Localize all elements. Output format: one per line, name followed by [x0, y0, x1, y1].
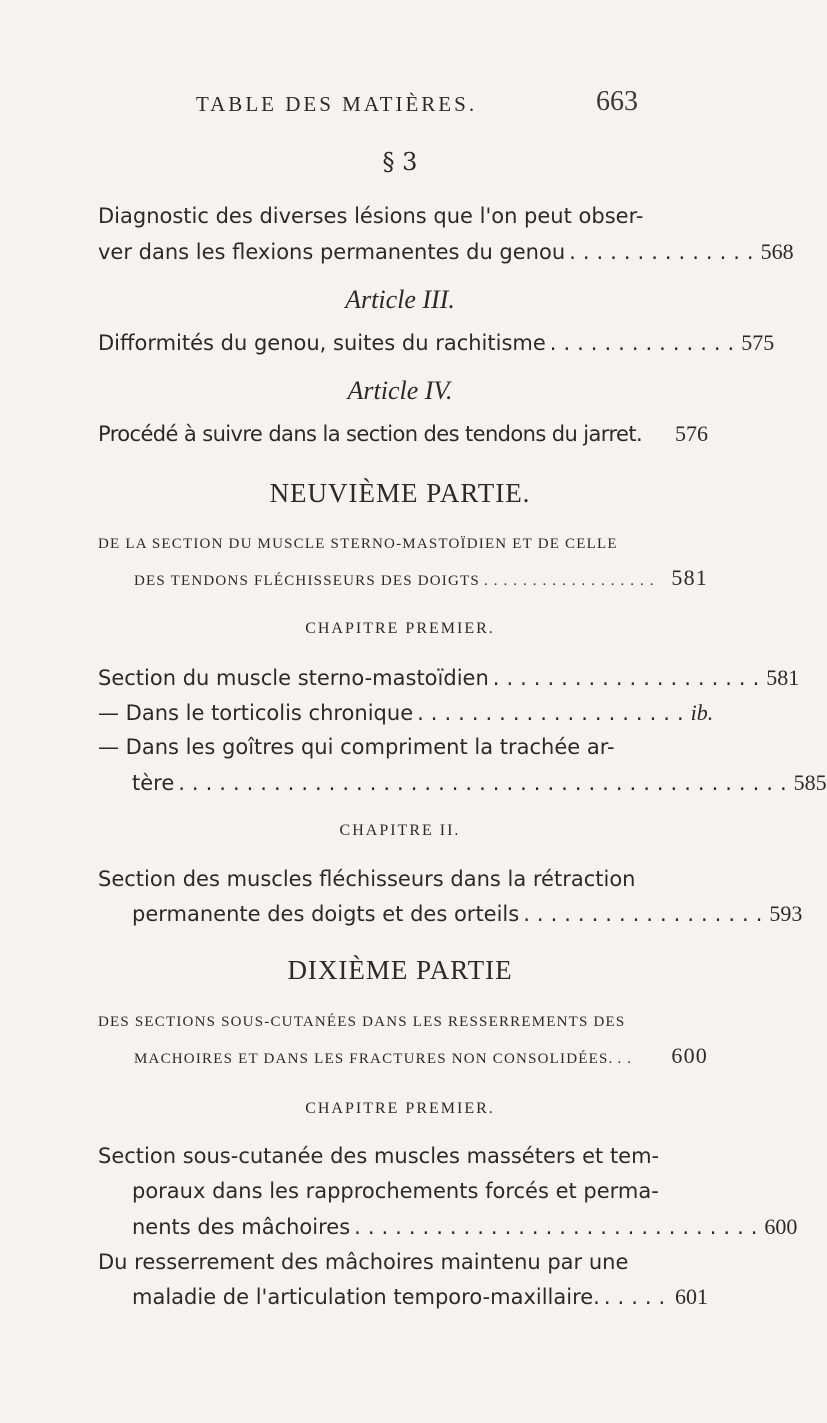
entry-line-3: nents des mâchoires .............................. 600: [132, 1211, 708, 1243]
entry-line-1: — Dans les goîtres qui compriment la trachée ar-: [98, 735, 615, 759]
chapter-heading: CHAPITRE PREMIER.: [305, 620, 495, 637]
section-mark: § 3: [382, 148, 418, 176]
page-number: 663: [596, 86, 638, 117]
entry-line: Difformités du genou, suites du rachitisme .............. 575: [98, 327, 708, 359]
page-ref: ib.: [690, 700, 714, 725]
page-ref: 593: [769, 901, 803, 926]
article-heading: Article IV.: [347, 376, 453, 405]
entry-line: Section du muscle sterno-mastoïdien .................... 581: [98, 662, 708, 694]
chapter-heading: CHAPITRE PREMIER.: [305, 1100, 495, 1117]
page-ref: 585: [793, 770, 827, 795]
leader-dots: ....................: [417, 701, 691, 725]
page-ref: 576: [675, 421, 708, 446]
entry-line-1: DE LA SECTION DU MUSCLE STERNO-MASTOÏDIEN ET DE CELLE: [98, 536, 618, 552]
page-ref: 601: [675, 1284, 708, 1309]
entry-line-2: poraux dans les rapprochements forcés et perma-: [132, 1179, 659, 1203]
leader-dots: ..................: [523, 902, 770, 926]
entry-line-1: DES SECTIONS SOUS-CUTANÉES DANS LES RESSERREMENTS DES: [98, 1014, 626, 1030]
entry-line-1: Section des muscles fléchisseurs dans la rétraction: [98, 867, 636, 891]
page-ref: 581: [671, 565, 708, 590]
entry-line-2: ver dans les flexions permanentes du genou .............. 568: [98, 236, 708, 268]
chapter-heading: CHAPITRE II.: [339, 822, 461, 839]
entry-line-2: MACHOIRES ET DANS LES FRACTURES NON CONSOLIDÉES. .. 600: [134, 1040, 708, 1072]
leader-dots: ..: [617, 1051, 637, 1067]
leader-dots: ..............: [549, 331, 742, 355]
leader-dots: ..............................: [354, 1215, 765, 1239]
leader-dots: ..................: [483, 573, 660, 589]
leader-dots: ..............: [569, 240, 761, 264]
entry-line-2: tère ............................................. 585: [132, 767, 708, 799]
entry-line-2: maladie de l'articulation temporo-maxillaire. ..... 601: [132, 1281, 708, 1313]
part-title: NEUVIÈME PARTIE.: [269, 478, 531, 508]
entry-line: — Dans le torticolis chronique .................... ib.: [98, 697, 708, 729]
entry-line: Procédé à suivre dans la section des tendons du jarret. 576: [98, 418, 708, 450]
page-ref: 575: [741, 330, 775, 355]
article-heading: Article III.: [345, 285, 455, 314]
page-ref: 600: [764, 1214, 798, 1239]
entry-line-2: permanente des doigts et des orteils .................. 593: [132, 898, 708, 930]
leader-dots: .....: [603, 1285, 673, 1309]
leader-dots: .............................................: [178, 771, 794, 795]
page-ref: 600: [671, 1043, 708, 1068]
entry-line-1: Du resserrement des mâchoires maintenu par une: [98, 1250, 629, 1274]
page-header: [0, 84, 800, 124]
part-title: DIXIÈME PARTIE: [287, 955, 513, 985]
page-ref: 581: [766, 665, 800, 690]
entry-line-2: DES TENDONS FLÉCHISSEURS DES DOIGTS .................. 581: [134, 562, 708, 594]
page-ref: 568: [760, 239, 794, 264]
entry-line-1: Section sous-cutanée des muscles masséters et tem-: [98, 1144, 660, 1168]
running-head: TABLE DES MATIÈRES.: [196, 92, 478, 116]
entry-line-1: Diagnostic des diverses lésions que l'on peut obser-: [98, 204, 644, 228]
leader-dots: ....................: [492, 666, 767, 690]
